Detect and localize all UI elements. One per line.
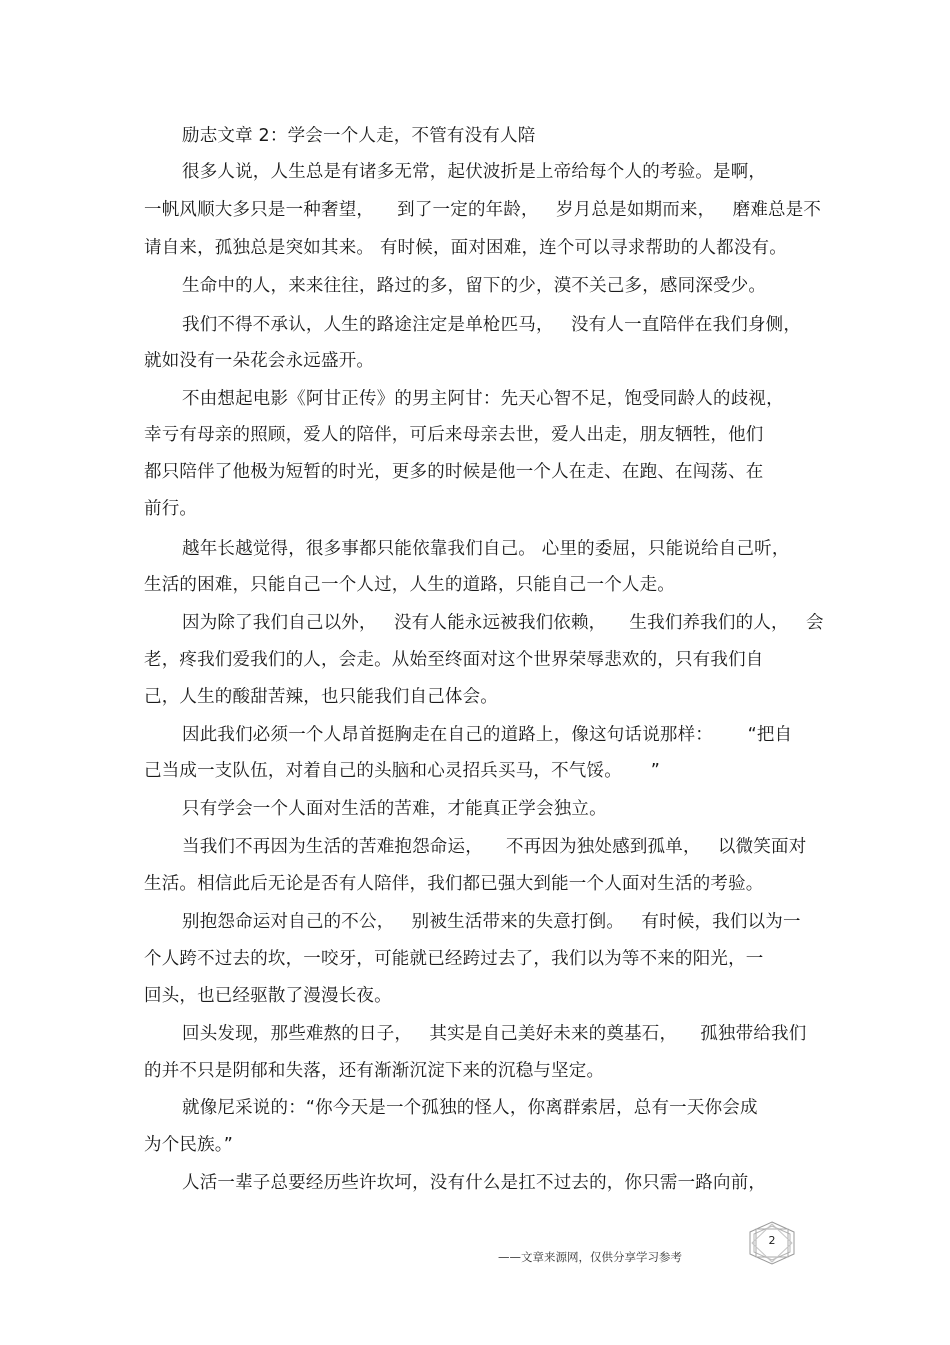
paragraph-line: 人活一辈子总要经历些许坎坷，没有什么是扛不过去的，你只需一路向前， [182,1173,767,1193]
paragraph-line: 因此我们必须一个人昂首挺胸走在自己的道路上，像这句话说那样： “把自 [182,725,793,745]
source-note: ——文章来源网，仅供分享学习参考 [498,1250,682,1264]
paragraph-line: 越年长越觉得，很多事都只能依靠我们自己。 心里的委屈，只能说给自己听， [182,539,790,559]
paragraph-line: 生活的困难，只能自己一个人过，人生的道路，只能自己一个人走。 [144,575,675,595]
paragraph-line: 我们不得不承认，人生的路途注定是单枪匹马， 没有人一直陪伴在我们身侧， [182,315,802,335]
paragraph-line: 都只陪伴了他极为短暂的时光，更多的时候是他一个人在走、在跑、在闯荡、在 [144,462,764,482]
paragraph-line: 别抱怨命运对自己的不公， 别被生活带来的失意打倒。 有时候，我们以为一 [182,912,801,932]
paragraph-line: 一帆风顺大多只是一种奢望， 到了一定的年龄， 岁月总是如期而来， 磨难总是不 [144,200,822,220]
page-number: 2 [768,1234,776,1247]
paragraph-line: 的并不只是阴郁和失落，还有渐渐沉淀下来的沉稳与坚定。 [144,1061,605,1081]
paragraph-line: 前行。 [144,499,198,519]
paragraph-line: 老，疼我们爱我们的人，会走。从始至终面对这个世界荣辱悲欢的，只有我们自 [144,650,764,670]
paragraph-line: 就如没有一朵花会永远盛开。 [144,351,375,371]
paragraph-line: 因为除了我们自己以外， 没有人能永远被我们依赖， 生我们养我们的人， 会 [182,613,824,633]
paragraph-line: 个人跨不过去的坎，一咬牙，可能就已经跨过去了，我们以为等不来的阳光，一 [144,949,764,969]
paragraph-line: 生活。相信此后无论是否有人陪伴，我们都已强大到能一个人面对生活的考验。 [144,874,764,894]
paragraph-line: 己当成一支队伍，对着自己的头脑和心灵招兵买马，不气馁。 ” [144,761,660,781]
paragraph-line: 只有学会一个人面对生活的苦难，才能真正学会独立。 [182,799,607,819]
paragraph-line: 回头，也已经驱散了漫漫长夜。 [144,986,392,1006]
paragraph-line: 当我们不再因为生活的苦难抱怨命运， 不再因为独处感到孤单， 以微笑面对 [182,837,807,857]
paragraph-line: 回头发现，那些难熬的日子， 其实是自己美好未来的奠基石， 孤独带给我们 [182,1024,807,1044]
paragraph-line: 幸亏有母亲的照顾，爱人的陪伴，可后来母亲去世，爱人出走，朋友牺牲，他们 [144,425,764,445]
paragraph-line: 请自来，孤独总是突如其来。 有时候，面对困难，连个可以寻求帮助的人都没有。 [144,238,787,258]
paragraph-line: 就像尼采说的：“你今天是一个孤独的怪人，你离群索居，总有一天你会成 [182,1098,758,1118]
paragraph-line: 己，人生的酸甜苦辣，也只能我们自己体会。 [144,687,498,707]
paragraph-line: 生命中的人，来来往往，路过的多，留下的少，漠不关己多，感同深受少。 [182,276,767,296]
page-number-badge [746,1220,798,1266]
article-title: 励志文章 2：学会一个人走，不管有没有人陪 [182,126,536,146]
paragraph-line: 为个民族。” [144,1135,234,1155]
paragraph-line: 不由想起电影《阿甘正传》的男主阿甘：先天心智不足，饱受同龄人的歧视， [182,389,784,409]
paragraph-line: 很多人说，人生总是有诸多无常，起伏波折是上帝给每个人的考验。是啊， [182,162,767,182]
